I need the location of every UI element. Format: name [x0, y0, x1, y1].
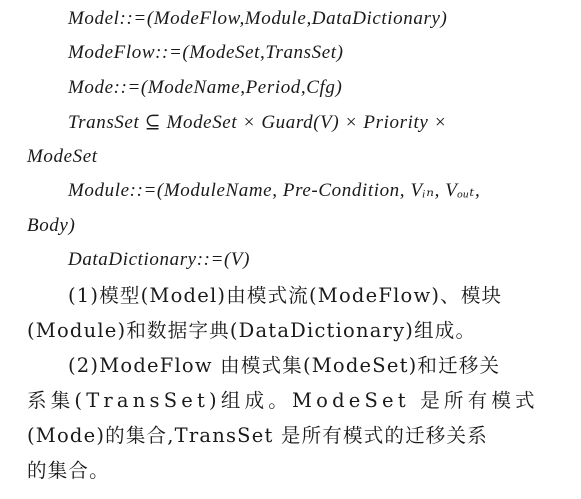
formula-module-line-1: Module::=(ModuleName, Pre-Condition, Vᵢₙ, Vₒᵤₜ, [68, 180, 481, 201]
formula-mode: Mode::=(ModeName,Period,Cfg) [68, 77, 343, 98]
formula-module-line-2: Body) [27, 215, 76, 236]
paragraph-1-line-2: (Module)和数据字典(DataDictionary)组成。 [27, 319, 477, 342]
formula-modeflow: ModeFlow::=(ModeSet,TransSet) [68, 42, 344, 63]
formula-datadictionary: DataDictionary::=(V) [68, 249, 251, 270]
formula-transset-line-2: ModeSet [27, 146, 98, 167]
paragraph-2-line-1: (2)ModeFlow 由模式集(ModeSet)和迁移关 [68, 354, 501, 377]
paragraph-1-line-1: (1)模型(Model)由模式流(ModeFlow)、模块 [68, 284, 503, 307]
formula-model: Model::=(ModeFlow,Module,DataDictionary) [68, 8, 448, 29]
formula-transset-line-1: TransSet ⊆ ModeSet × Guard(V) × Priority × [68, 112, 448, 133]
paragraph-2-line-2: 系集(TransSet)组成。ModeSet 是所有模式 [27, 389, 539, 412]
paragraph-2-line-4: 的集合。 [27, 459, 110, 482]
paragraph-2-line-3: (Mode)的集合,TransSet 是所有模式的迁移关系 [27, 424, 488, 447]
